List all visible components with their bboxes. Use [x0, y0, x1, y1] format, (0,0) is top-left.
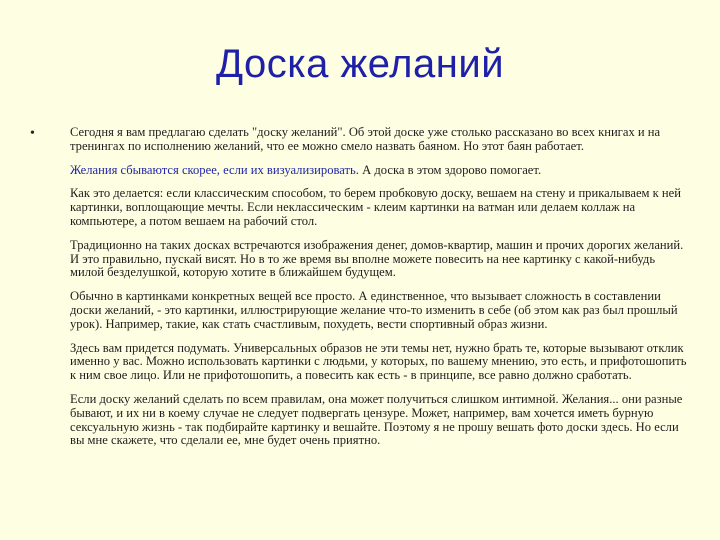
slide-body	[70, 126, 688, 458]
paragraph-intro: Сегодня я вам предлагаю сделать "доску желаний". Об этой доске уже столько рассказано во всех книгах и на тренингах по исполнению желаний, что ее можно смело назвать баяном. Но этот баян работает.	[70, 125, 661, 153]
paragraph-visualization-rest: . А доска в этом здорово помогает.	[355, 162, 542, 177]
paragraph-think: Здесь вам придется подумать. Универсальных образов не эти темы нет, нужно брать те, которые вызывают отклик именно у вас. Можно использовать картинки с людьми, у которых, по вашему мнению, это есть, и прифотошопить к ним свое лицо. Или не прифотошопить, а повесить как есть - в принципе, все равно должно сработать.	[70, 340, 687, 383]
paragraph-how-to: Как это делается: если классическим способом, то берем пробковую доску, вешаем на стену и прикалываем к ней картинки, воплощающие мечты. Если неклассическим - клеим картинки на ватман или делаем коллаж на компьютере, а потом вешаем на рабочий стол.	[70, 186, 682, 228]
paragraph-intimate: Если доску желаний сделать по всем правилам, она может получиться слишком интимной. Желания... они разные бывают, и их ни в коему случае не следует подвергать цензуре. Может, например, вам хочется иметь бурную сексуальную жизнь - так подбирайте картинку и вешайте. Поэтому я не прошу вешать фото доски здесь. Но если вы мне скажете, что сделали ее, мне будет очень приятно.	[70, 391, 683, 448]
highlight-text: Желания сбываются скорее, если их визуализировать	[70, 162, 356, 177]
bullet-marker: •	[30, 126, 35, 141]
slide-title: Доска желаний	[215, 42, 505, 86]
paragraph-traditional: Традиционно на таких досках встречаются изображения денег, домов-квартир, машин и прочих дорогих желаний. И это правильно, пускай висят. Но в то же время вы вполне можете повесить на нее картинку с какой-нибудь милой безделушкой, которую хотите в ближайшем будущем.	[70, 237, 684, 280]
paragraph-difficulty: Обычно в картинками конкретных вещей все просто. А единственное, что вызывает сложность в составлении доски желаний, - это картинки, иллюстрирующие желание что-то изменить в себе (об этом как раз был прошлый урок). Например, такие, как стать счастливым, похудеть, вести спортивный образ жизни.	[70, 289, 678, 331]
paragraph-visualization	[70, 164, 688, 178]
